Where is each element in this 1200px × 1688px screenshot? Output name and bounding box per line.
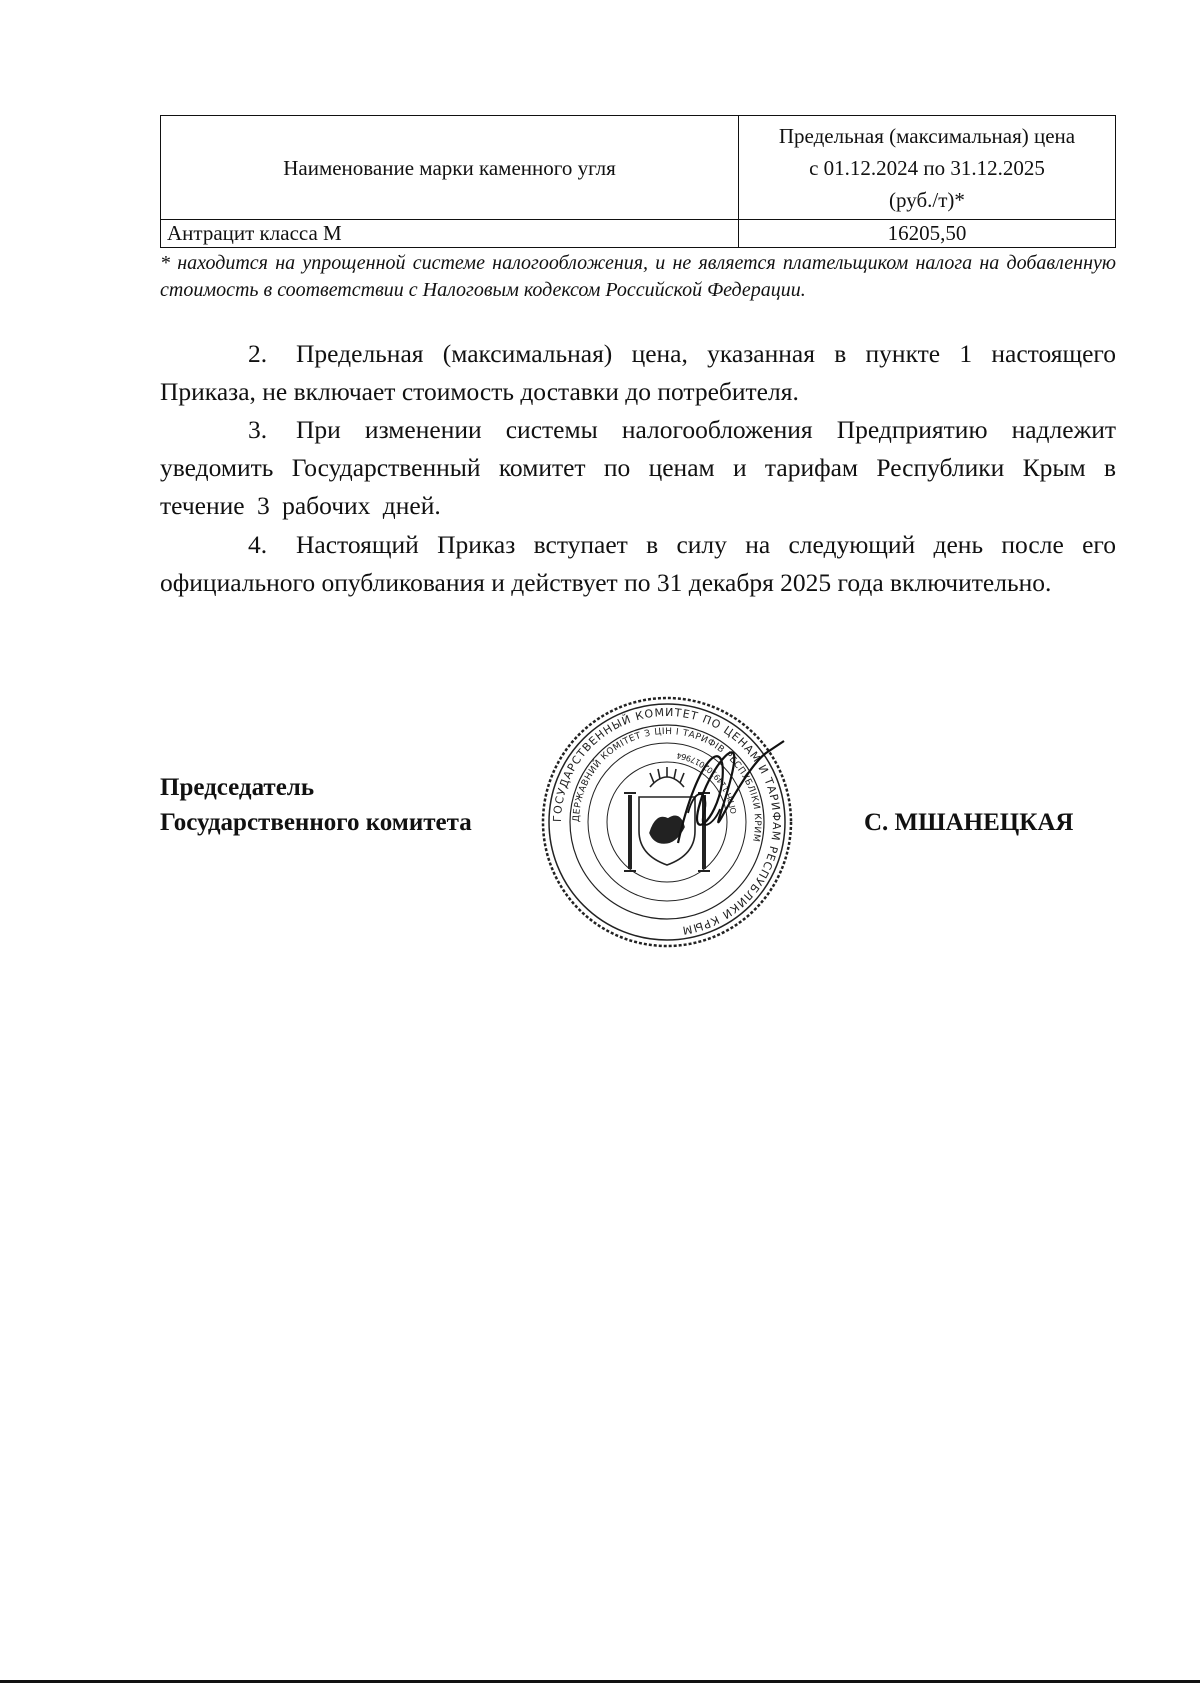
page-bottom-rule [0, 1680, 1200, 1683]
signatory-title-line: Государственного комитета [160, 809, 472, 836]
paragraph-text: При изменении системы налогообложения Предприятию надлежит уведомить Государственный комитет по ценам и тарифам Республики Крым в течение 3 рабочих дней. [160, 415, 1116, 520]
signatory-title-line: Председатель [160, 774, 315, 801]
signatory-name: С. МШАНЕЦКАЯ [864, 809, 1074, 836]
table-row [161, 220, 1116, 248]
seal-middle-text-path: ДЕРЖАВНИЙ КОМІТЕТ З ЦІН І ТАРИФІВ РЕСПУБЛІКИ КРИМ [571, 726, 763, 843]
header-price-line: (руб./т)* [889, 187, 965, 212]
price-table [160, 115, 1116, 248]
paragraph-4 [160, 526, 1116, 602]
paragraph-3 [160, 411, 1116, 525]
paragraph-number: 2. [248, 339, 268, 368]
seal-outer-text-path: ГОСУДАРСТВЕННЫЙ КОМИТЕТ ПО ЦЕНАМ И ТАРИФАМ РЕСПУБЛИКИ КРЫМ [550, 705, 784, 938]
paragraph-number: 3. [248, 415, 268, 444]
paragraph-text: Настоящий Приказ вступает в силу на следующий день после его официального опубликования и действует по 31 декабря 2025 года включительно. [160, 530, 1116, 597]
header-coal-grade: Наименование марки каменного угля [161, 116, 739, 220]
table-header-row [161, 116, 1116, 220]
paragraph-2 [160, 335, 1116, 411]
seal-graphic [538, 693, 796, 951]
seal-inner-text-path: ОГРН 1149102017964 [675, 750, 739, 815]
price-cell: 16205,50 [739, 220, 1116, 248]
header-max-price [739, 116, 1116, 220]
signatory-title [160, 770, 472, 840]
header-price-line: Предельная (максимальная) цена [778, 123, 1076, 148]
paragraph-text: Предельная (максимальная) цена, указанная в пункте 1 настоящего Приказа, не включает стоимость доставки до потребителя. [160, 339, 1116, 406]
official-seal [538, 693, 796, 951]
coal-grade-cell: Антрацит класса М [161, 220, 739, 248]
paragraph-number: 4. [248, 530, 268, 559]
footnote: * находится на упрощенной системе налогообложения, и не является плательщиком налога на добавленную стоимость в соответствии с Налоговым кодексом Российской Федерации. [160, 252, 1116, 301]
header-price-line: с 01.12.2024 по 31.12.2025 [809, 155, 1045, 180]
